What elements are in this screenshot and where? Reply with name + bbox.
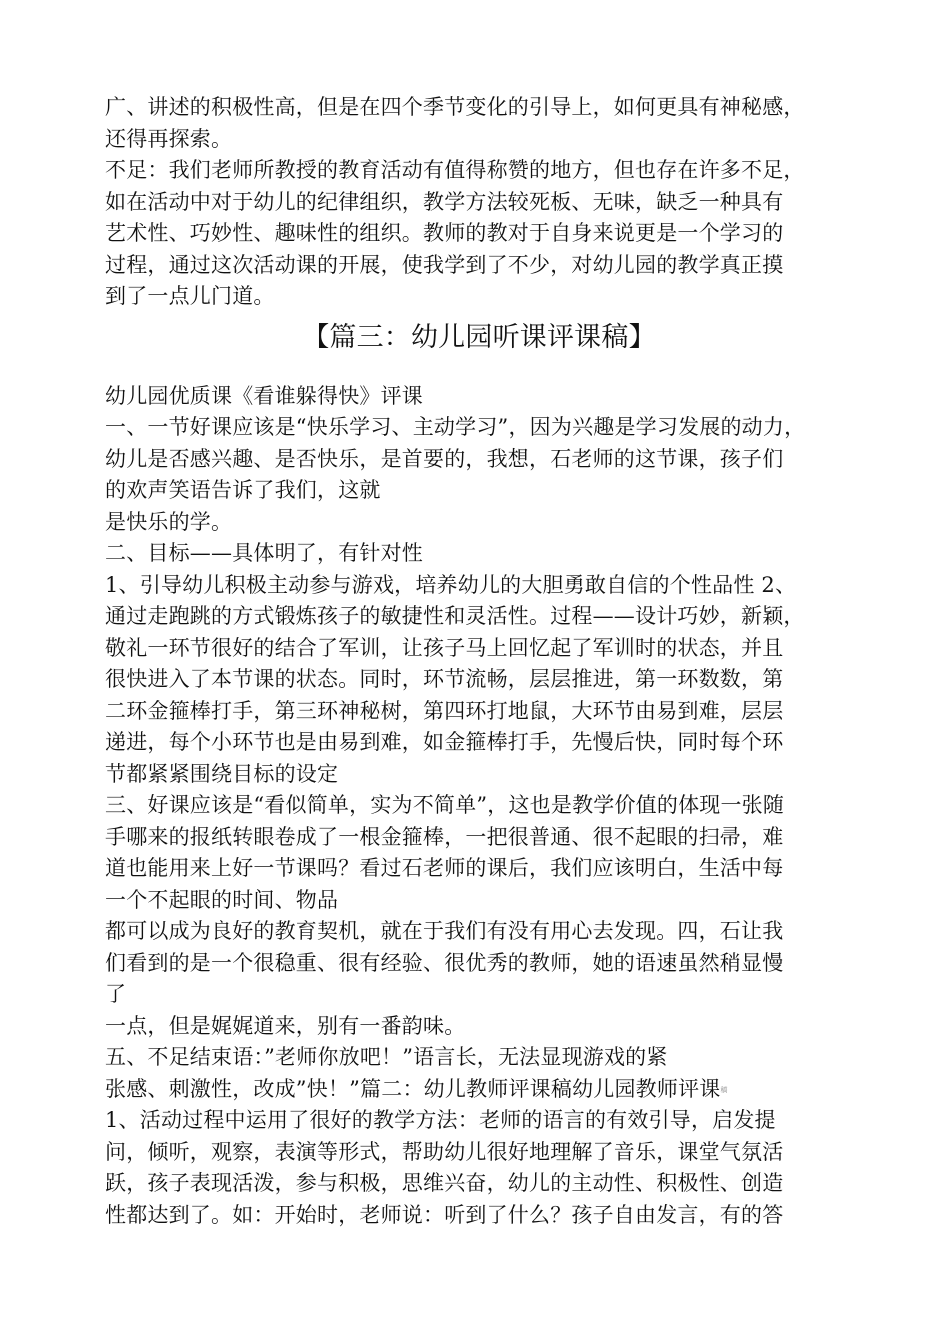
text-line: 的欢声笑语告诉了我们，这就: [105, 478, 381, 502]
text-line: 1、引导幼儿积极主动参与游戏，培养幼儿的大胆勇敢自信的个性品性 2、: [105, 572, 797, 597]
text-line: 幼儿园优质课《看谁躲得快》评课: [105, 383, 423, 408]
text-line: 们看到的是一个很稳重、很有经验、很优秀的教师，她的语速虽然稍显慢: [105, 950, 784, 975]
paragraph-block-part1: [105, 92, 853, 313]
text-line: 二环金箍棒打手，第三环神秘树，第四环打地鼠，大环节由易到难，层层: [105, 698, 784, 723]
section-heading: 【篇三：幼儿园听课评课稿】: [302, 321, 656, 353]
text-line: 张感、刺激性，改成”快！”篇二：幼儿教师评课稿幼儿园教师评课稿: [105, 1076, 728, 1101]
text-line: 幼儿是否感兴趣、是否快乐，是首要的，我想，石老师的这节课，孩子们: [105, 446, 784, 471]
text-line: 过程，通过这次活动课的开展，使我学到了不少，对幼儿园的教学真正摸: [105, 252, 784, 277]
text-line: 性都达到了。如：开始时，老师说：听到了什么？孩子自由发言，有的答: [105, 1202, 784, 1227]
small-mark: 稿: [720, 1085, 728, 1094]
text-line: 跃，孩子表现活泼，参与积极，思维兴奋，幼儿的主动性、积极性、创造: [105, 1171, 784, 1195]
text-line: 如在活动中对于幼儿的纪律组织，教学方法较死板、无味，缺乏一种具有: [105, 189, 784, 214]
text-line: 了: [105, 982, 127, 1006]
text-line: 道也能用来上好一节课吗？看过石老师的课后，我们应该明白，生活中每: [105, 856, 784, 880]
text-line: 问，倾听，观察，表演等形式，帮助幼儿很好地理解了音乐，课堂气氛活: [105, 1139, 784, 1164]
paragraph-block-part2: [105, 381, 853, 1232]
text-line: 还得再探索。: [105, 126, 233, 151]
text-line: 不足：我们老师所教授的教育活动有值得称赞的地方，但也存在许多不足，: [105, 158, 805, 182]
text-line: 1、活动过程中运用了很好的教学方法：老师的语言的有效引导，启发提: [105, 1108, 776, 1132]
text-line: 递进，每个小环节也是由易到难，如金箍棒打手，先慢后快，同时每个环: [105, 730, 784, 754]
text-line: 三、好课应该是“看似简单，实为不简单”，这也是教学价值的体现一张随: [105, 793, 785, 817]
text-line: 到了一点儿门道。: [105, 284, 275, 308]
text-line: 广、讲述的积极性高，但是在四个季节变化的引导上，如何更具有神秘感，: [105, 95, 805, 119]
text-line: 敬礼一环节很好的结合了军训，让孩子马上回忆起了军训时的状态，并且: [105, 635, 784, 660]
text-line: 五、不足结束语：”老师你放吧！”语言长，无法显现游戏的紧: [105, 1045, 668, 1069]
text-line: 手哪来的报纸转眼卷成了一根金箍棒，一把很普通、很不起眼的扫帚，难: [105, 824, 784, 849]
text-line: 一、一节好课应该是“快乐学习、主动学习”，因为兴趣是学习发展的动力，: [105, 415, 806, 439]
text-line: 一点，但是娓娓道来，别有一番韵味。: [105, 1013, 466, 1038]
text-line: 艺术性、巧妙性、趣味性的组织。教师的教对于自身来说更是一个学习的: [105, 221, 784, 245]
text-line: 是快乐的学。: [105, 509, 233, 534]
text-line: 通过走跑跳的方式锻炼孩子的敏捷性和灵活性。过程——设计巧妙，新颖，: [105, 604, 805, 628]
text-line: 节都紧紧围绕目标的设定: [105, 761, 339, 786]
text-line: 一个不起眼的时间、物品: [105, 887, 339, 912]
text-line: 二、目标——具体明了，有针对性: [105, 541, 423, 565]
text-line: 都可以成为良好的教育契机，就在于我们有没有用心去发现。四，石让我: [105, 919, 784, 943]
document-body: [105, 92, 853, 1231]
text-line: 很快进入了本节课的状态。同时，环节流畅，层层推进，第一环数数，第: [105, 667, 784, 691]
